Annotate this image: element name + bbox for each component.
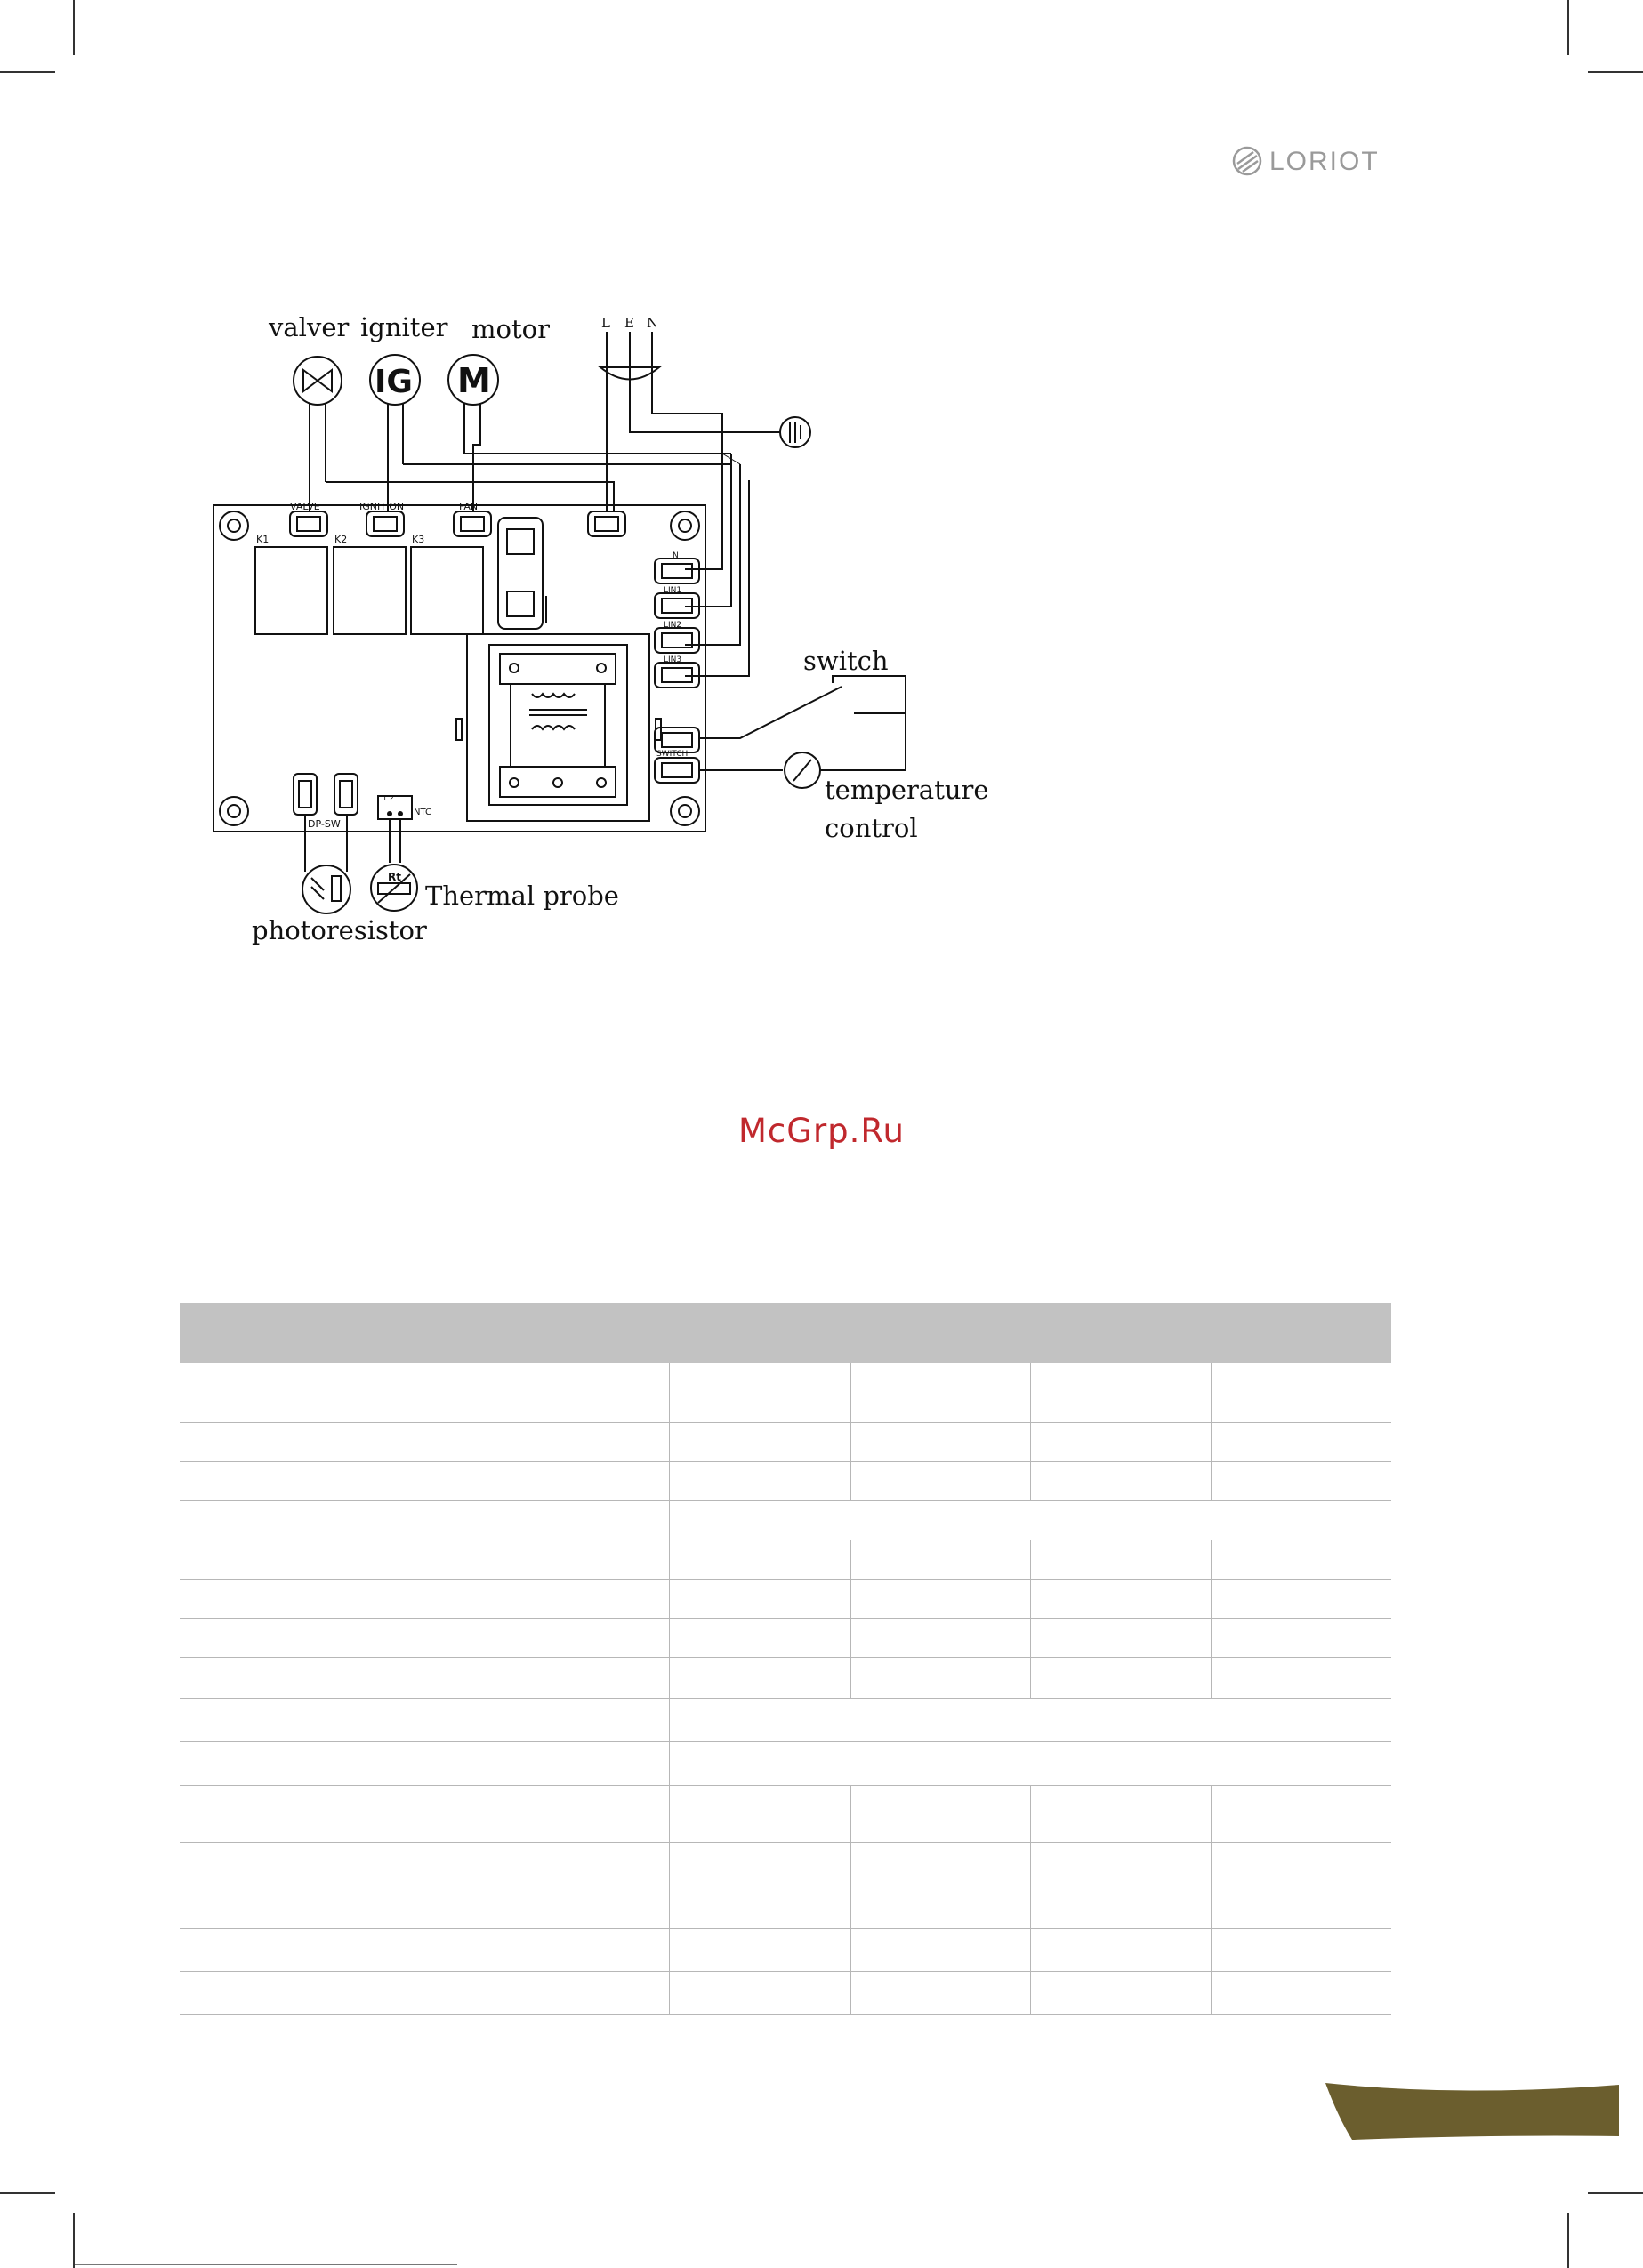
label-control: control	[825, 813, 918, 843]
crop-mark	[0, 2192, 55, 2194]
board-valve: VALVE	[290, 501, 320, 512]
table-row-line	[180, 1422, 1391, 1423]
label-motor: motor	[471, 314, 550, 344]
table-row-line	[180, 2014, 1391, 2015]
table-row-line	[180, 1785, 1391, 1786]
table-row-line	[180, 1500, 1391, 1501]
table-col-line	[1211, 1785, 1212, 2014]
table-col-line	[1030, 1785, 1031, 2014]
board-dp-sw: DP-SW	[308, 818, 341, 830]
motor-symbol-text: M	[457, 361, 491, 400]
label-temperature: temperature	[825, 775, 989, 805]
table-col-line	[850, 1540, 851, 1698]
table-row-line	[180, 1657, 1391, 1658]
table-col-line	[1211, 1540, 1212, 1698]
table-col-line	[850, 1785, 851, 2014]
label-rt: Rt	[388, 871, 401, 883]
photoresistor-symbol	[302, 865, 350, 913]
crop-mark	[1567, 0, 1569, 55]
board-k1: K1	[256, 534, 270, 545]
page-tab	[1325, 2081, 1619, 2143]
board-k2: K2	[334, 534, 348, 545]
label-photoresistor: photoresistor	[252, 915, 427, 945]
crop-mark	[1588, 2192, 1643, 2194]
board-ignition: IGNITION	[359, 501, 405, 512]
label-valve: valver	[269, 312, 350, 342]
table-row-line	[180, 1461, 1391, 1462]
board-pins: 1 2	[383, 794, 394, 802]
table-col-line	[1211, 1363, 1212, 1500]
board-k3: K3	[412, 534, 425, 545]
table-col-line	[669, 1363, 670, 2014]
table-col-line	[1030, 1540, 1031, 1698]
table-row-line	[180, 1928, 1391, 1929]
label-switch: switch	[803, 646, 889, 676]
bottom-rule	[75, 2264, 457, 2265]
table-row-line	[180, 1579, 1391, 1580]
crop-mark	[73, 0, 75, 55]
crop-mark	[1588, 71, 1643, 73]
valve-glyph	[303, 370, 332, 391]
wiring-diagram	[178, 302, 996, 961]
board-switch: SWITCH	[656, 750, 689, 759]
table-row-line	[180, 1618, 1391, 1619]
table-header	[180, 1303, 1391, 1363]
board-lin1: LIN1	[664, 586, 682, 595]
crop-mark	[1567, 2213, 1569, 2268]
table-col-line	[850, 1363, 851, 1500]
board-ntc: NTC	[414, 808, 431, 817]
table-row-line	[180, 1842, 1391, 1843]
board-fan: FAN	[459, 501, 479, 512]
watermark: McGrp.Ru	[738, 1112, 905, 1150]
board-lin3: LIN3	[664, 655, 682, 664]
transformer	[467, 634, 649, 821]
crop-mark	[0, 71, 55, 73]
crop-mark	[73, 2213, 75, 2268]
igniter-symbol-text: IG	[375, 364, 413, 400]
table-col-line	[1030, 1363, 1031, 1500]
control-board	[213, 505, 705, 832]
table-row-line	[180, 1971, 1391, 1972]
mains-l: L	[601, 315, 610, 331]
table-row-line	[180, 1698, 1391, 1699]
mains-n: N	[647, 315, 659, 331]
loriot-mark-icon	[1232, 146, 1262, 176]
board-lin2: LIN2	[664, 621, 682, 630]
label-igniter: igniter	[360, 312, 448, 342]
brand-name: LORIOT	[1269, 147, 1380, 176]
label-thermal-probe: Thermal probe	[425, 881, 619, 911]
table-row-line	[180, 1741, 1391, 1742]
brand-logo	[1232, 144, 1392, 180]
board-n: N	[673, 551, 679, 560]
mains-e: E	[624, 315, 634, 331]
